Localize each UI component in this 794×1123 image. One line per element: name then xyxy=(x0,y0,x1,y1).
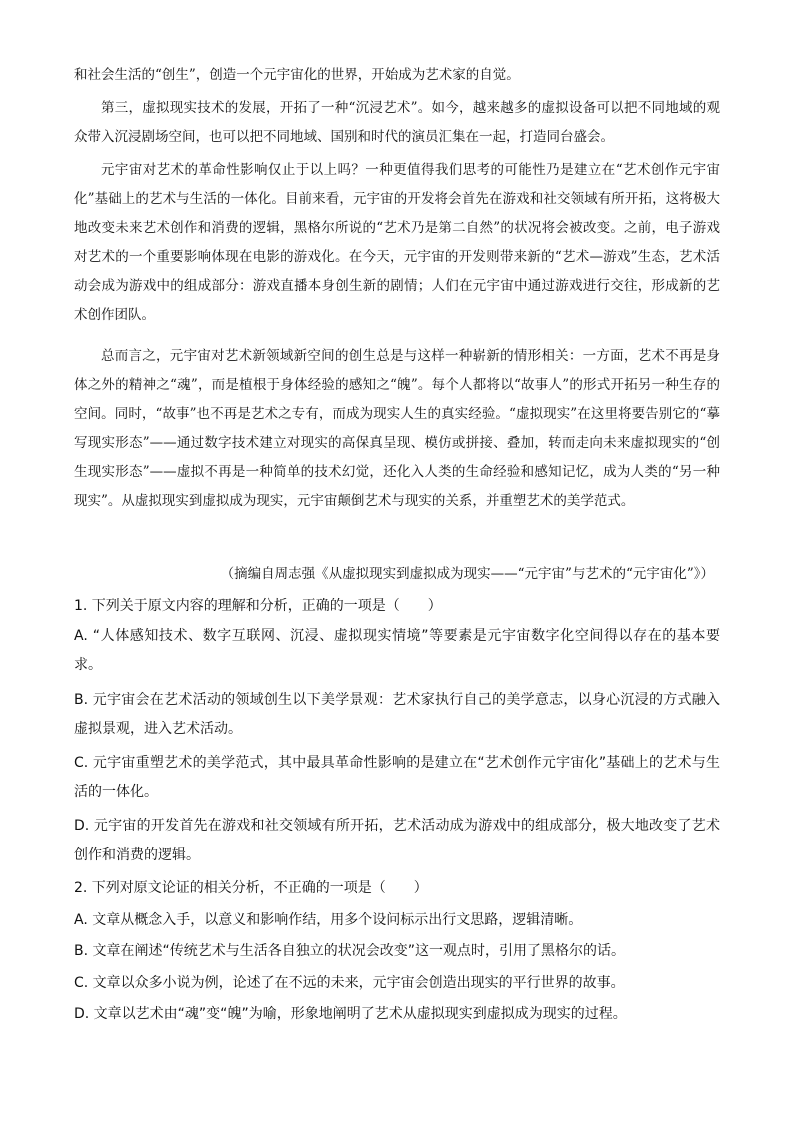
question-1-option-c: C. 元宇宙重塑艺术的美学范式，其中最具革命性影响的是建立在“艺术创作元宇宙化”基础上的艺术与生活的一体化。 xyxy=(74,755,720,800)
question-1-option-d: D. 元宇宙的开发首先在游戏和社交领域有所开拓，艺术活动成为游戏中的组成部分，极大地改变了艺术创作和消费的逻辑。 xyxy=(74,818,720,863)
question-2-option-b: B. 文章在阐述“传统艺术与生活各自独立的状况会改变”这一观点时，引用了黑格尔的话。 xyxy=(74,943,626,959)
passage-paragraph-1: 第三，虚拟现实技术的发展，开拓了一种“沉浸艺术”。如今，越来越多的虚拟设备可以把不同地域的观众带入沉浸剧场空间，也可以把不同地域、国别和时代的演员汇集在一起，打造同台盛会。 xyxy=(74,100,720,145)
question-1-stem: 1. 下列关于原文内容的理解和分析，正确的一项是（ ） xyxy=(74,598,442,614)
question-1-option-b: B. 元宇宙会在艺术活动的领域创生以下美学景观：艺术家执行自己的美学意志，以身心沉浸的方式融入虚拟景观，进入艺术活动。 xyxy=(74,692,720,737)
passage-paragraph-2: 元宇宙对艺术的革命性影响仅止于以上吗？一种更值得我们思考的可能性乃是建立在“艺术创作元宇宙化”基础上的艺术与生活的一体化。目前来看，元宇宙的开发将会首先在游戏和社交领域有所开拓，这将极大地改变未来艺术创作和消费的逻辑，黑格尔所说的“艺术乃是第二自然”的状况将会被改变。之前，电子游戏对艺术的一个重要影响体现在电影的游戏化。在今天，元宇宙的开发则带来新的“艺术—游戏”生态，艺术活动会成为游戏中的组成部分：游戏直播本身创生新的剧情；人们在元宇宙中通过游戏进行交往，形成新的艺术创作团队。 xyxy=(74,162,720,323)
passage-source: （摘编自周志强《从虚拟现实到虚拟成为现实——“元宇宙”与艺术的“元宇宙化”》） xyxy=(220,566,714,582)
passage-paragraph-0: 和社会生活的“创生”，创造一个元宇宙化的世界，开始成为艺术家的自觉。 xyxy=(74,67,520,83)
question-1-option-a: A. “人体感知技术、数字互联网、沉浸、虚拟现实情境”等要素是元宇宙数字化空间得以存在的基本要求。 xyxy=(74,628,720,673)
question-2-stem: 2. 下列对原文论证的相关分析，不正确的一项是（ ） xyxy=(74,880,428,896)
question-2-option-d: D. 文章以艺术由“魂”变“魄”为喻，形象地阐明了艺术从虚拟现实到虚拟成为现实的过程。 xyxy=(74,1006,627,1022)
question-2-option-c: C. 文章以众多小说为例，论述了在不远的未来，元宇宙会创造出现实的平行世界的故事。 xyxy=(74,975,625,991)
passage-paragraph-3: 总而言之，元宇宙对艺术新领域新空间的创生总是与这样一种崭新的情形相关：一方面，艺术不再是身体之外的精神之“魂”，而是植根于身体经验的感知之“魄”。每个人都将以“故事人”的形式开拓另一种生存的空间。同时，“故事”也不再是艺术之专有，而成为现实人生的真实经验。“虚拟现实”在这里将要告别它的“摹写现实形态”——通过数字技术建立对现实的高保真呈现、模仿或拼接、叠加，转而走向未来虚拟现实的“创生现实形态”——虚拟不再是一种简单的技术幻觉，还化入人类的生命经验和感知记忆，成为人类的“另一种现实”。从虚拟现实到虚拟成为现实，元宇宙颠倒艺术与现实的关系，并重塑艺术的美学范式。 xyxy=(74,348,720,509)
question-2-option-a: A. 文章从概念入手，以意义和影响作结，用多个设问标示出行文思路，逻辑清晰。 xyxy=(74,912,583,928)
